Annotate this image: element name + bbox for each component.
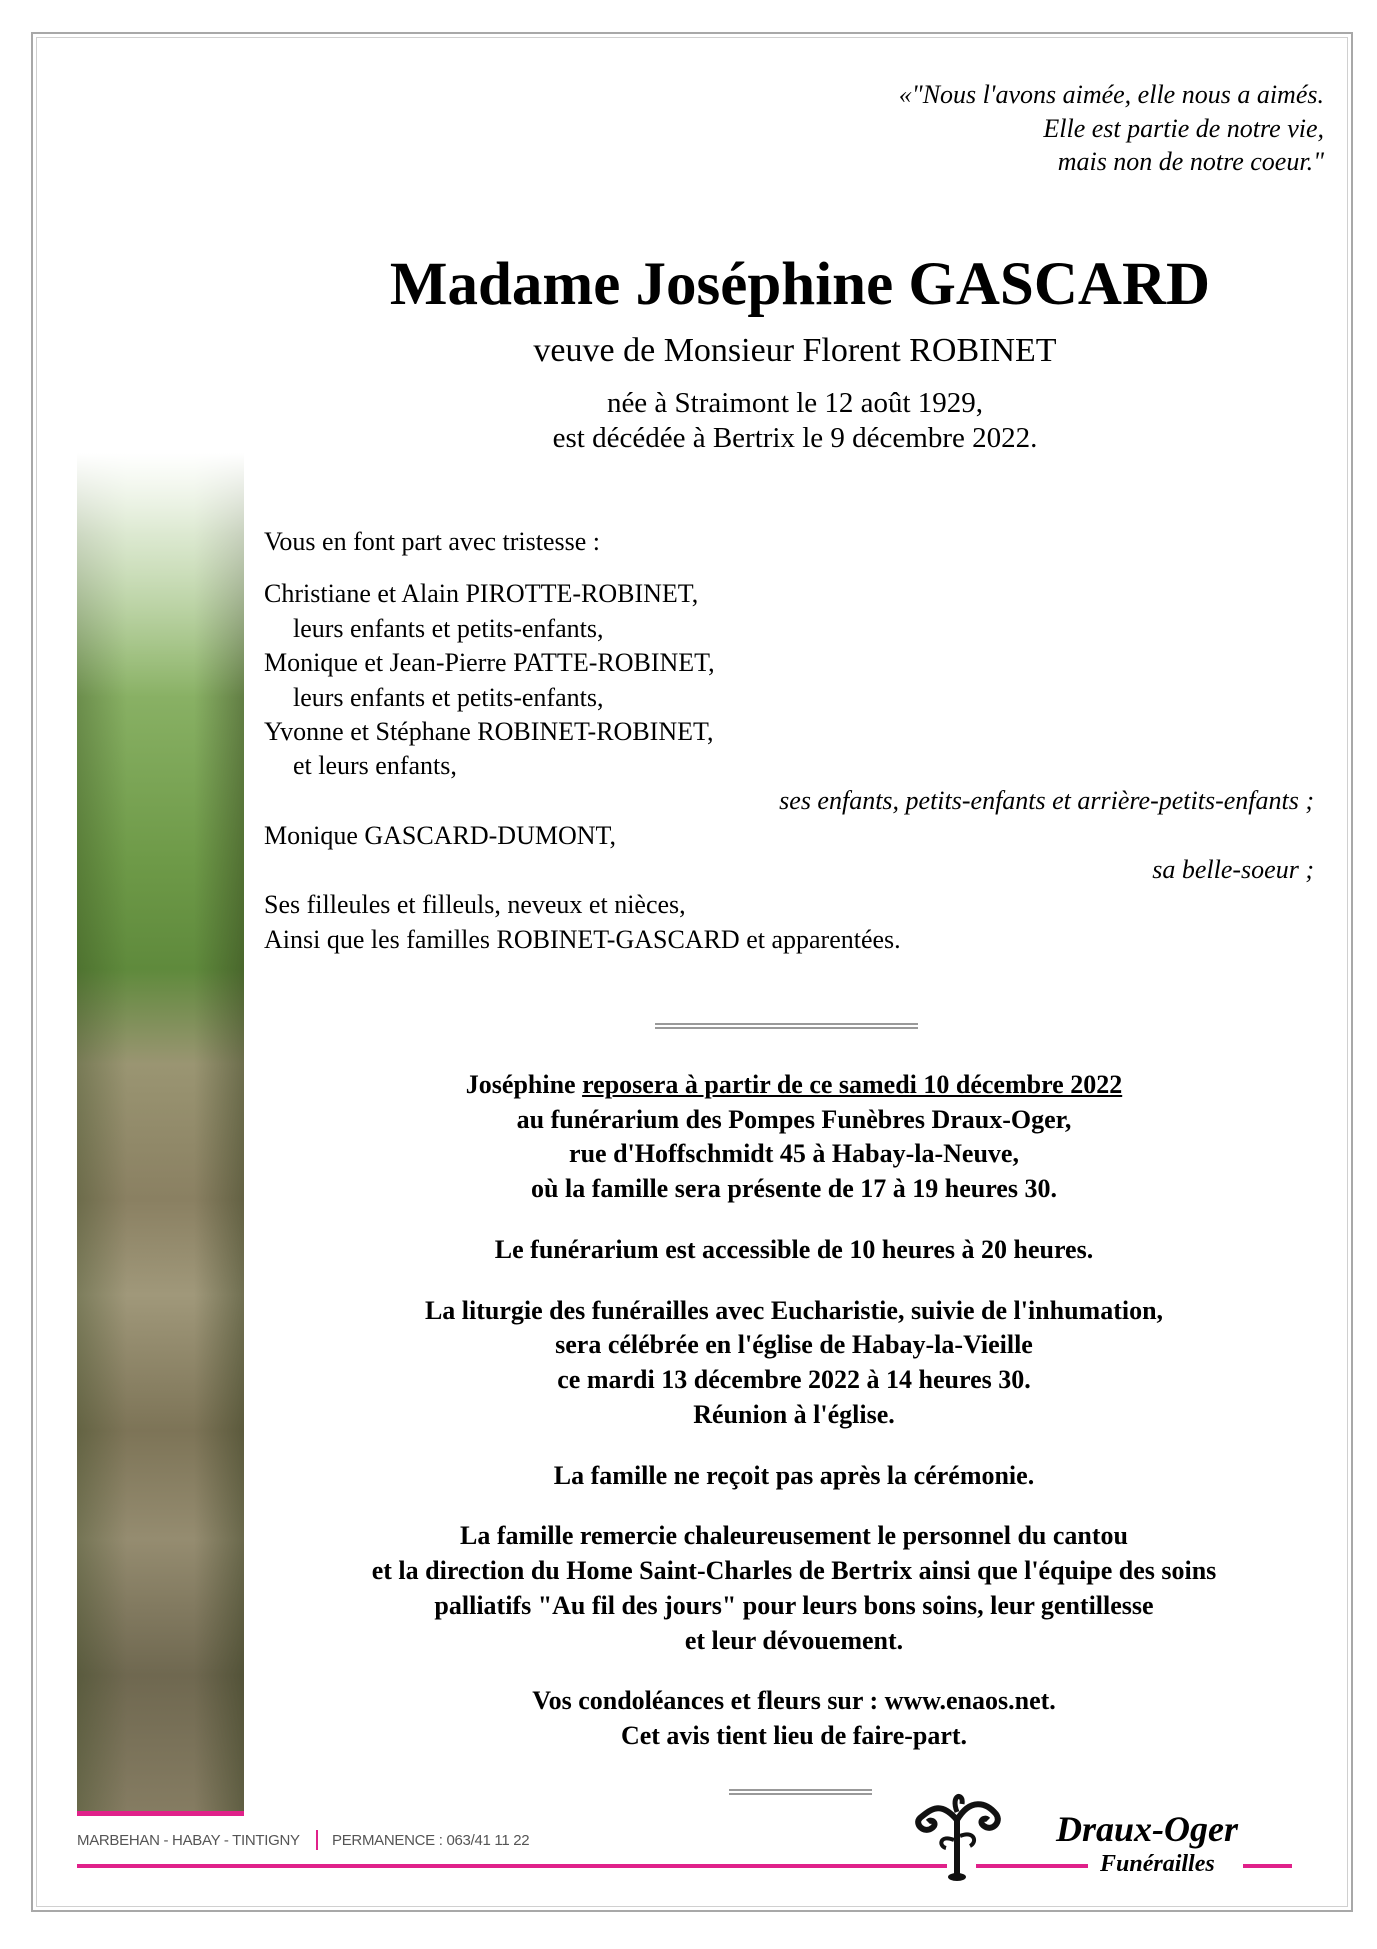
detail-line: au funérarium des Pompes Funèbres Draux-Oger, (516, 1105, 1072, 1134)
footer-locations: MARBEHAN - HABAY - TINTIGNY (77, 1832, 300, 1849)
name-text: Joséphine (465, 1070, 583, 1099)
detail-line: où la famille sera présente de 17 à 19 heures 30. (531, 1174, 1057, 1203)
divider (729, 1789, 872, 1795)
footer-separator (316, 1830, 318, 1850)
brand-subtitle: Funérailles (1100, 1851, 1215, 1877)
family-line: Monique GASCARD-DUMONT, (264, 821, 616, 850)
tree-logo-icon (910, 1790, 1006, 1882)
family-line: leurs enfants et petits-enfants, (293, 614, 604, 643)
footer-accent-line (77, 1864, 947, 1868)
brand-name: Draux-Oger (1056, 1809, 1239, 1849)
detail-line: palliatifs "Au fil des jours" pour leurs bons soins, leur gentillesse (434, 1591, 1154, 1620)
birth-line: née à Straimont le 12 août 1929, (606, 387, 984, 419)
detail-line: rue d'Hoffschmidt 45 à Habay-la-Neuve, (569, 1139, 1019, 1168)
family-line: Yvonne et Stéphane ROBINET-ROBINET, (264, 717, 714, 746)
deceased-name: Madame Joséphine GASCARD (389, 251, 1211, 318)
family-line: Christiane et Alain PIROTTE-ROBINET, (264, 579, 699, 608)
family-line: Monique et Jean-Pierre PATTE-ROBINET, (264, 648, 715, 677)
detail-line: Réunion à l'église. (693, 1400, 895, 1429)
family-line: leurs enfants et petits-enfants, (293, 683, 604, 712)
detail-line: Le funérarium est accessible de 10 heures à 20 heures. (494, 1235, 1094, 1264)
condolences-link-line: Vos condoléances et fleurs sur : www.enaos.net. (532, 1686, 1056, 1715)
divider (655, 1023, 918, 1029)
quote-line: mais non de notre coeur." (1057, 147, 1324, 176)
visitation-date: reposera à partir de ce samedi 10 décembre 2022 (582, 1070, 1123, 1099)
quote-line: «"Nous l'avons aimée, elle nous a aimés. (898, 80, 1324, 109)
family-relation: ses enfants, petits-enfants et arrière-petits-enfants ; (779, 786, 1314, 815)
visitation-line (0, 1068, 1377, 1102)
family-line: Ainsi que les familles ROBINET-GASCARD et apparentées. (264, 925, 901, 954)
family-line: et leurs enfants, (293, 751, 457, 780)
subtitle-widow: veuve de Monsieur Florent ROBINET (533, 332, 1057, 369)
detail-line: et la direction du Home Saint-Charles de Bertrix ainsi que l'équipe des soins (371, 1556, 1217, 1585)
detail-line: et leur dévouement. (684, 1626, 904, 1655)
family-line: Ses filleules et filleuls, neveux et nièces, (264, 890, 686, 919)
detail-line: La famille ne reçoit pas après la cérémonie. (553, 1461, 1035, 1490)
death-line: est décédée à Bertrix le 9 décembre 2022. (552, 422, 1038, 454)
family-intro: Vous en font part avec tristesse : (264, 527, 600, 556)
quote-line: Elle est partie de notre vie, (1043, 114, 1324, 143)
footer-accent-line (1243, 1864, 1292, 1868)
family-relation: sa belle-soeur ; (1152, 855, 1314, 884)
detail-line: La famille remercie chaleureusement le personnel du cantou (460, 1521, 1128, 1550)
footer-permanence: PERMANENCE : 063/41 11 22 (332, 1832, 530, 1849)
detail-line: La liturgie des funérailles avec Eucharistie, suivie de l'inhumation, (424, 1296, 1164, 1325)
detail-line: Cet avis tient lieu de faire-part. (620, 1721, 968, 1750)
detail-line: ce mardi 13 décembre 2022 à 14 heures 30. (557, 1365, 1031, 1394)
detail-line: sera célébrée en l'église de Habay-la-Vieille (555, 1330, 1033, 1359)
photo-accent-bar (77, 1811, 244, 1816)
